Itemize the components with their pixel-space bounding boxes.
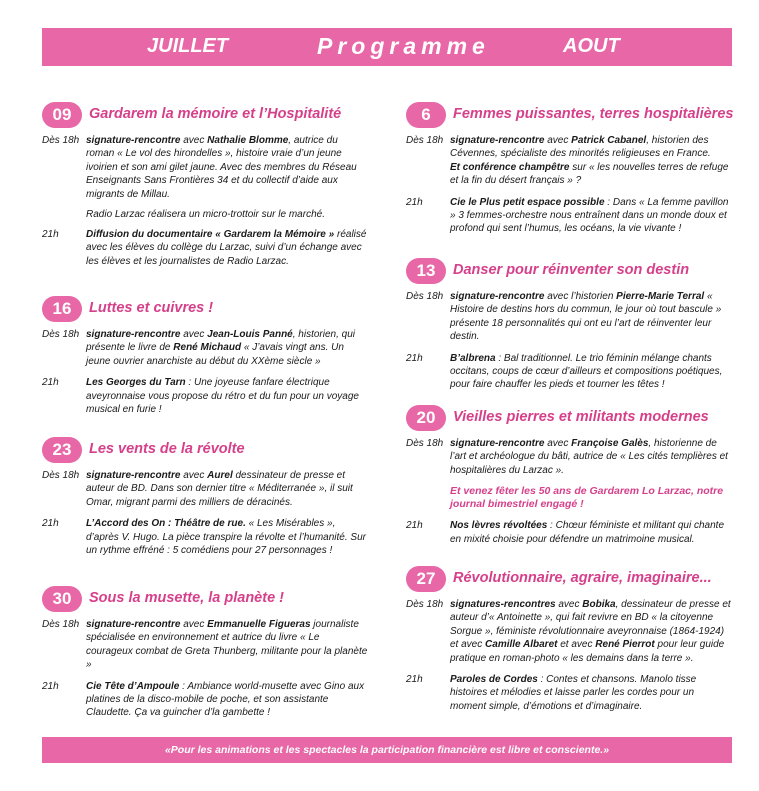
- schedule-item: Dès 18h signature-rencontre avec Françoise Galès, historienne de l’art et archéologue du bâti, autrice de « Les cités templières et hospitalières du Larzac ».: [406, 438, 728, 476]
- anniversary-note: Et venez fêter les 50 ans de Gardarem Lo Larzac, notre journal bimestriel engagé !: [450, 485, 724, 511]
- schedule-item: Dès 18h signature-rencontre avec Aurel dessinateur de presse et auteur de BD. Dans son dernier titre « Méditerranée », il suit Omar, migrant parmi des milliers de déracinés.: [42, 470, 353, 508]
- day-badge: 16: [42, 296, 82, 322]
- footer-banner: «Pour les animations et les spectacles la participation financière est libre et consciente.»: [42, 737, 732, 763]
- day-title: Les vents de la révolte: [89, 441, 245, 457]
- day-badge: 13: [406, 258, 446, 284]
- day-title: Femmes puissantes, terres hospitalières: [453, 106, 734, 122]
- schedule-item: 21h Diffusion du documentaire « Gardarem la Mémoire » réalisé avec les élèves du collège du Larzac, suivi d’un échange avec les élèves et les journalistes de Radio Larzac.: [42, 229, 367, 267]
- schedule-item: Dès 18h signature-rencontre avec Jean-Louis Panné, historien, qui présente le livre de René Michaud « J’avais vingt ans. Un jeune ouvrier anarchiste au début du XXème siècle »: [42, 329, 355, 367]
- schedule-item: Dès 18h signatures-rencontres avec Bobika, dessinateur de presse et auteur d’« Antoinette », qui fait revivre en BD « la citoyenne Sorgue », féministe révolutionnaire aveyronnaise (1864-1924) et avec Camille Albaret et avec René Pierrot pour leur guide pratique en roman-photo « les demains dans la terre ».: [406, 599, 731, 664]
- day-badge: 6: [406, 102, 446, 128]
- day-title: Danser pour réinventer son destin: [453, 262, 690, 278]
- schedule-item: 21h Cie Tête d’Ampoule : Ambiance world-musette avec Gino aux platines de la disco-mobile de poche, et son assistante Claudette. Ça va guincher d’la gambette !: [42, 680, 365, 719]
- day-title: Vieilles pierres et militants modernes: [453, 409, 709, 425]
- event-day: [406, 405, 732, 546]
- schedule-item: 21h L’Accord des On : Théâtre de rue. « Les Misérables », d’après V. Hugo. La pièce transpire la révolte et l’humanité. Sur un rythme effréné : 5 comédiens pour 27 personnages !: [42, 518, 366, 557]
- schedule-item: Dès 18h signature-rencontre avec Patrick Cabanel, historien des Cévennes, spécialiste des minorités religieuses en France. Et conférence champêtre sur « les nouvelles terres de refuge et la fin du désert français » ?: [406, 135, 729, 187]
- day-title: Luttes et cuivres !: [89, 300, 214, 316]
- day-title: Révolutionnaire, agraire, imaginaire...: [453, 570, 712, 586]
- event-day: [42, 437, 368, 557]
- month-july: JUILLET: [147, 35, 229, 57]
- schedule-item: 21h Les Georges du Tarn : Une joyeuse fanfare électrique aveyronnaise vous propose du rétro et du fun pour un voyage musical en furie !: [42, 377, 359, 416]
- schedule-item: Dès 18h signature-rencontre avec Emmanuelle Figueras journaliste spécialisée en environnement et autrice du livre « Le courageux combat de Greta Thunberg, militante pour la planète »: [42, 619, 368, 671]
- schedule-item: 21h Nos lèvres révoltées : Chœur féministe et militant qui chante en mixité choisie pour défendre un matrimoine musical.: [406, 520, 725, 545]
- header-banner: [42, 28, 732, 66]
- schedule-item: 21h Paroles de Cordes : Contes et chansons. Manolo tisse histoires et mélodies et laisse parler les cordes pour un moment simple, d’émotions et d’imaginaire.: [406, 674, 697, 712]
- page-title: Programme: [317, 33, 490, 59]
- day-badge: 30: [42, 586, 82, 612]
- day-title: Sous la musette, la planète !: [89, 590, 284, 606]
- day-badge: 27: [406, 566, 446, 592]
- day-title: Gardarem la mémoire et l’Hospitalité: [89, 106, 342, 122]
- day-badge: 23: [42, 437, 82, 463]
- schedule-item: 21h B’albrena : Bal traditionnel. Le trio féminin mélange chants occitans, coups de cœur d’ailleurs et compositions poétiques, pour faire chauffer les pieds et tourner les têtes !: [406, 352, 723, 391]
- day-badge: 20: [406, 405, 446, 431]
- schedule-item: Dès 18h signature-rencontre avec l’historien Pierre-Marie Terral « Histoire de destins hors du commun, le jour où tout bascule » présente 18 personnalités qui ont eu l’art de réinventer leur destin.: [406, 291, 722, 343]
- event-day: [42, 296, 368, 416]
- schedule-item: Dès 18h signature-rencontre avec Nathalie Blomme, autrice du roman « Le vol des hirondelles », histoire vraie d’un jeune ivoirien et son ami gilet jaune. Avec des membres du Réseau Enseignants Sans Frontières 34 et du collectif d’aide aux migrants de Millau.: [42, 135, 357, 200]
- event-day: [42, 586, 368, 720]
- event-day: [42, 102, 368, 268]
- day-badge: 09: [42, 102, 82, 128]
- month-august: AOUT: [563, 35, 620, 57]
- event-day: [406, 102, 732, 236]
- schedule-item: 21h Cie le Plus petit espace possible : Dans « La femme pavillon » 3 femmes-orchestre nous entraînent dans un monde doux et profond qui sent l’humus, les océans, la vie vivante !: [406, 196, 729, 235]
- event-day: [406, 566, 732, 713]
- note-text: Radio Larzac réalisera un micro-trottoir sur le marché.: [86, 209, 325, 221]
- event-day: [406, 258, 732, 392]
